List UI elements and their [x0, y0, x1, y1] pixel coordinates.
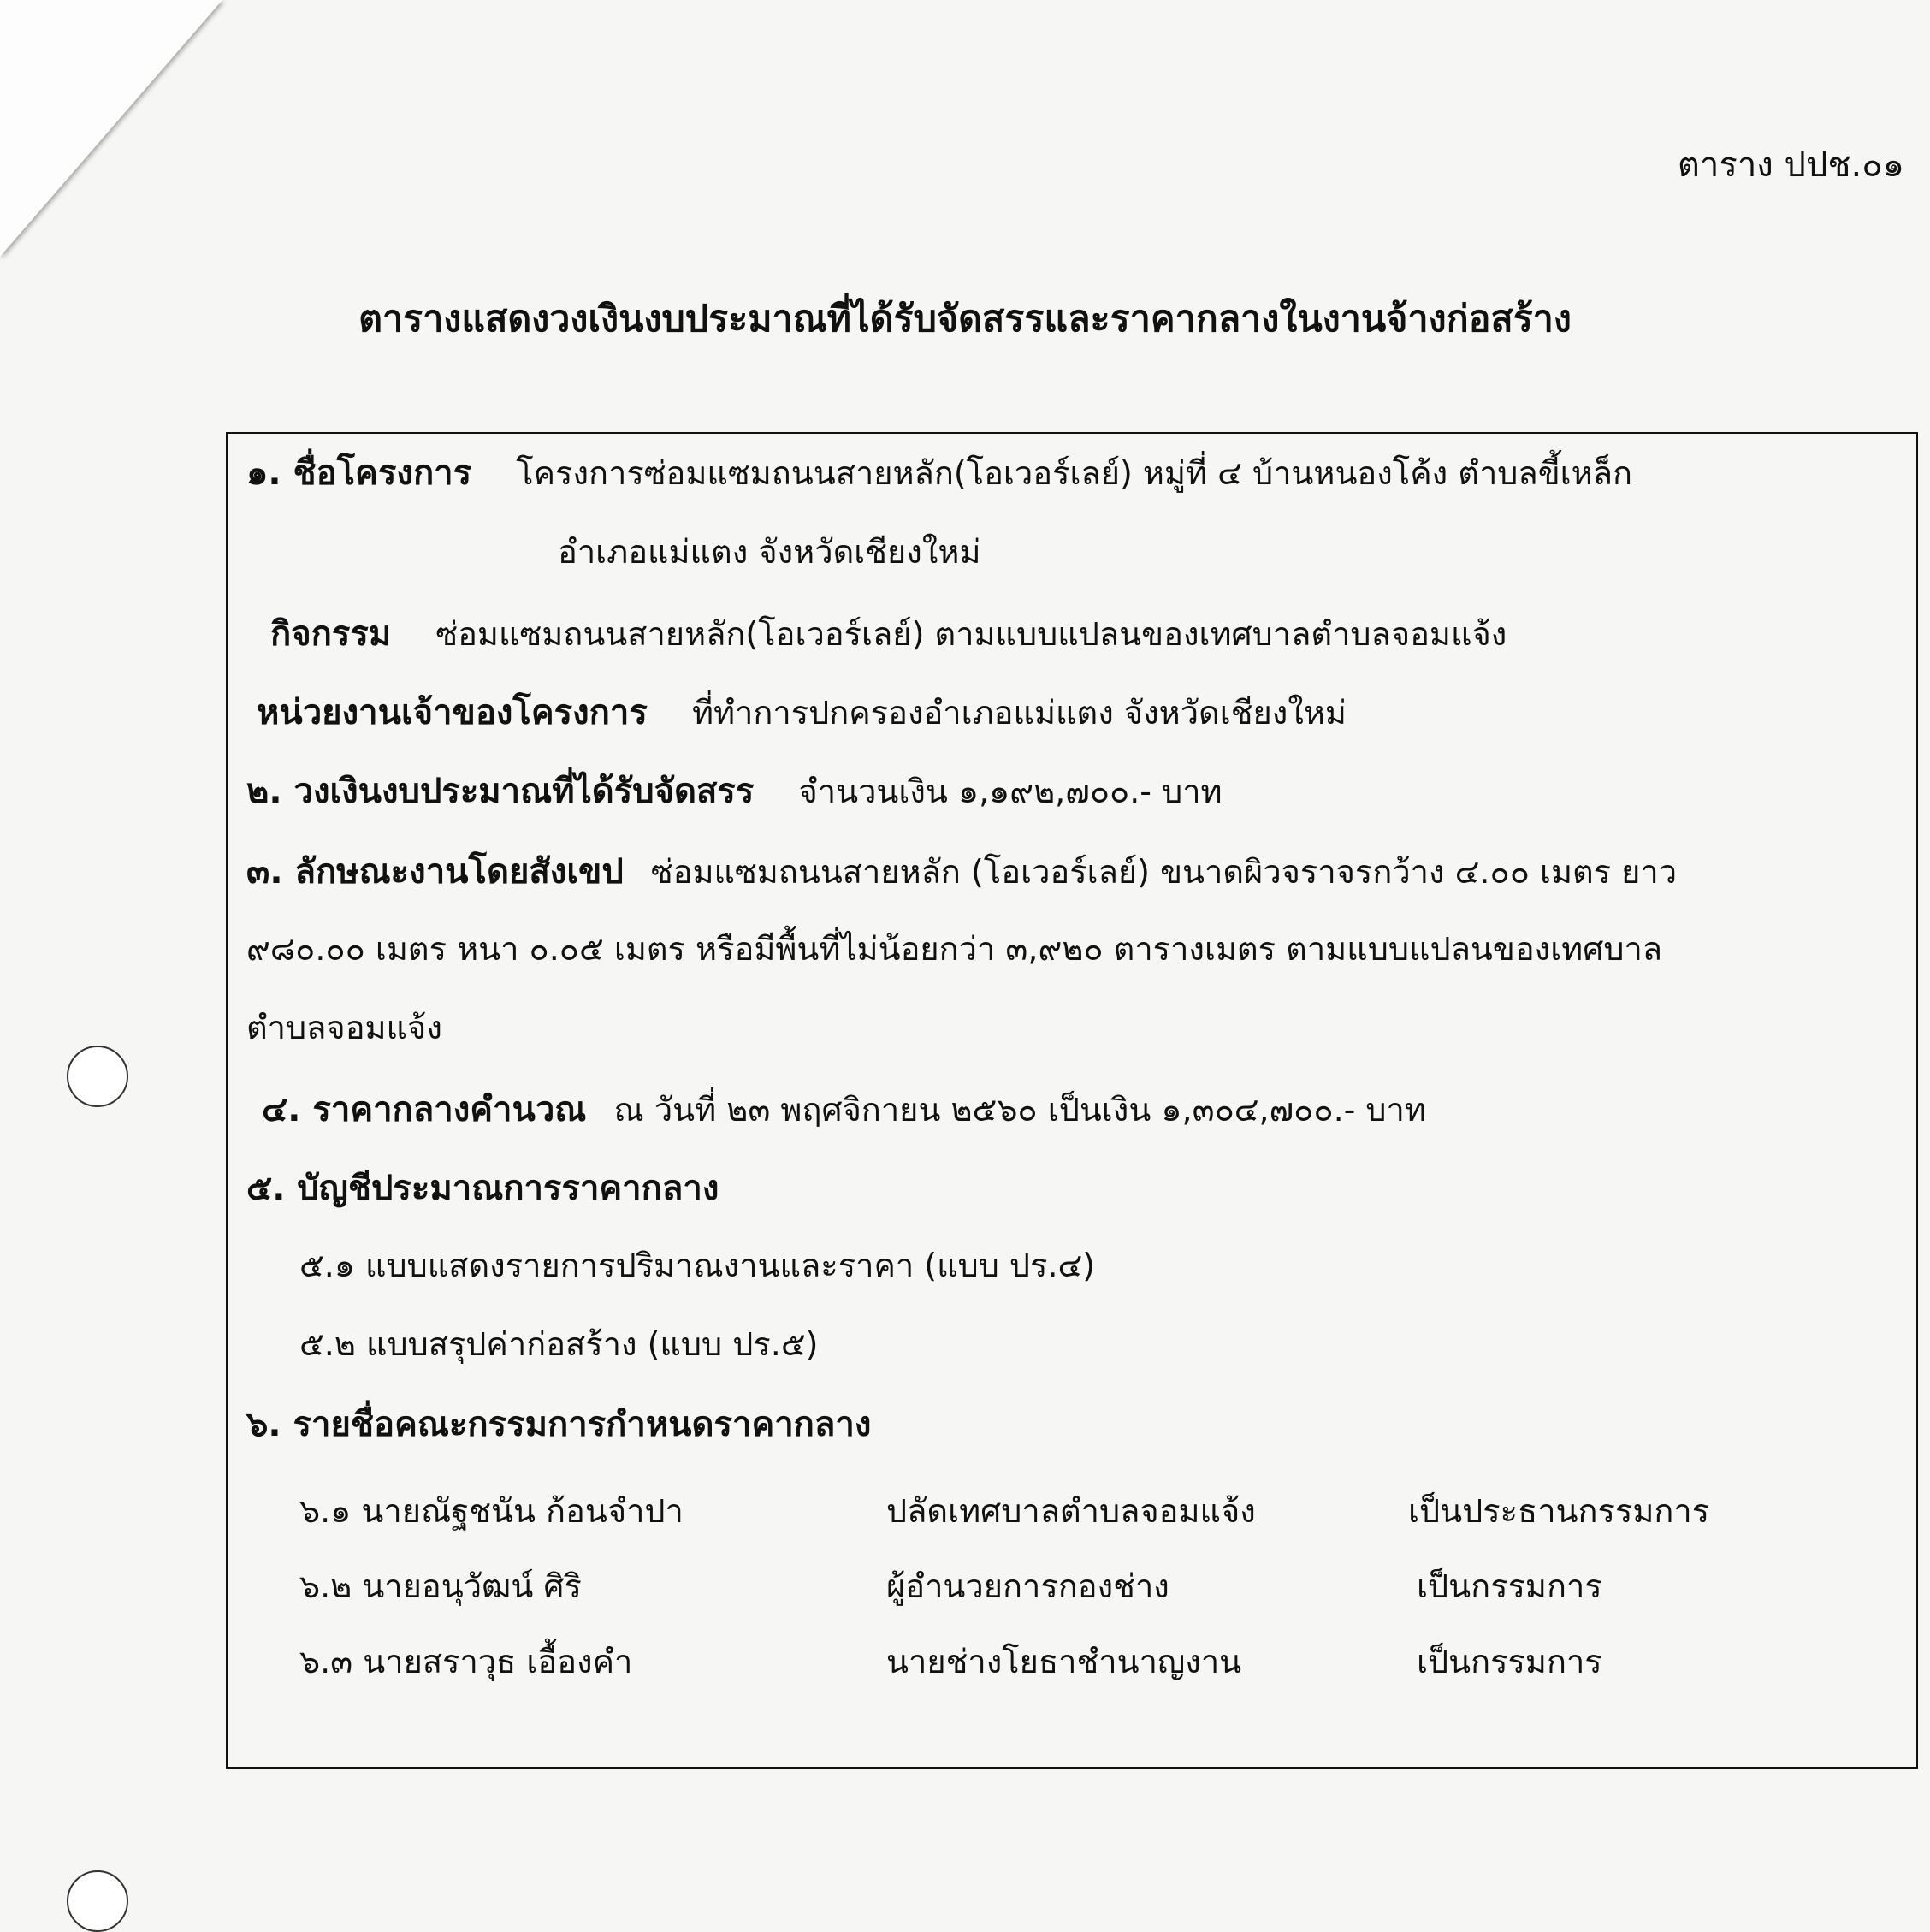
committee-member-position: ผู้อำนวยการกองช่าง	[886, 1568, 1169, 1605]
committee-member-role: เป็นกรรมการ	[1417, 1568, 1602, 1605]
committee-member-name: ๖.๑ นายณัฐชนัน ก้อนจำปา	[299, 1492, 684, 1530]
median-price-row	[262, 1089, 1426, 1130]
estimates-label: ๕. บัญชีประมาณการราคากลาง	[246, 1169, 719, 1208]
committee-label: ๖. รายชื่อคณะกรรมการกำหนดราคากลาง	[246, 1405, 872, 1444]
punch-hole	[67, 1870, 128, 1932]
owner-row	[257, 692, 1347, 733]
form-code: ตาราง ปปช.๐๑	[1677, 145, 1904, 185]
project-name-row	[246, 453, 1632, 494]
committee-member-position: ปลัดเทศบาลตำบลจอมแจ้ง	[886, 1492, 1256, 1530]
project-name-value: โครงการซ่อมแซมถนนสายหลัก(โอเวอร์เลย์) หมู่ที่ ๔ บ้านหนองโค้ง ตำบลขี้เหล็ก	[516, 454, 1633, 492]
project-details-box	[226, 432, 1918, 1769]
scope-line-2: ๙๘๐.๐๐ เมตร หนา ๐.๐๕ เมตร หรือมีพื้นที่ไม่น้อยกว่า ๓,๙๒๐ ตารางเมตร ตามแบบแปลนของเทศบาล	[246, 930, 1663, 968]
punch-hole	[67, 1046, 128, 1107]
budget-label: ๒. วงเงินงบประมาณที่ได้รับจัดสรร	[246, 772, 755, 811]
budget-row	[246, 771, 1223, 812]
estimate-item: ๕.๒ แบบสรุปค่าก่อสร้าง (แบบ ปร.๕)	[299, 1325, 819, 1363]
median-price-value: ณ วันที่ ๒๓ พฤศจิกายน ๒๕๖๐ เป็นเงิน ๑,๓๐๔,๗๐๐.- บาท	[613, 1091, 1426, 1129]
page-title: ตารางแสดงวงเงินงบประมาณที่ได้รับจัดสรรและราคากลางในงานจ้างก่อสร้าง	[358, 298, 1572, 341]
committee-member-role: เป็นกรรมการ	[1417, 1643, 1602, 1680]
committee-member-name: ๖.๓ นายสราวุธ เอื้องคำ	[299, 1643, 633, 1680]
owner-value: ที่ทำการปกครองอำเภอแม่แตง จังหวัดเชียงใหม่	[691, 694, 1347, 732]
estimate-item: ๕.๑ แบบแสดงรายการปริมาณงานและราคา (แบบ ปร.๔)	[299, 1247, 1096, 1284]
folded-corner	[0, 0, 222, 257]
project-name-label: ๑. ชื่อโครงการ	[246, 453, 472, 493]
median-price-label: ๔. ราคากลางคำนวณ	[262, 1090, 587, 1129]
scope-row	[246, 851, 1677, 892]
scope-label: ๓. ลักษณะงานโดยสังเขป	[246, 852, 624, 892]
committee-member-name: ๖.๒ นายอนุวัฒน์ ศิริ	[299, 1568, 582, 1605]
budget-value: จำนวนเงิน ๑,๑๙๒,๗๐๐.- บาท	[798, 773, 1223, 810]
committee-member-position: นายช่างโยธาชำนาญงาน	[886, 1643, 1242, 1680]
activity-row	[270, 613, 1507, 655]
activity-label: กิจกรรม	[270, 614, 392, 654]
scope-line-1: ซ่อมแซมถนนสายหลัก (โอเวอร์เลย์) ขนาดผิวจราจรกว้าง ๔.๐๐ เมตร ยาว	[650, 853, 1678, 891]
committee-member-role: เป็นประธานกรรมการ	[1408, 1492, 1710, 1530]
owner-label: หน่วยงานเจ้าของโครงการ	[257, 693, 648, 732]
project-name-continued: อำเภอแม่แตง จังหวัดเชียงใหม่	[558, 533, 981, 571]
activity-value: ซ่อมแซมถนนสายหลัก(โอเวอร์เลย์) ตามแบบแปลนของเทศบาลตำบลจอมแจ้ง	[435, 615, 1507, 653]
scope-line-3: ตำบลจอมแจ้ง	[246, 1009, 442, 1046]
